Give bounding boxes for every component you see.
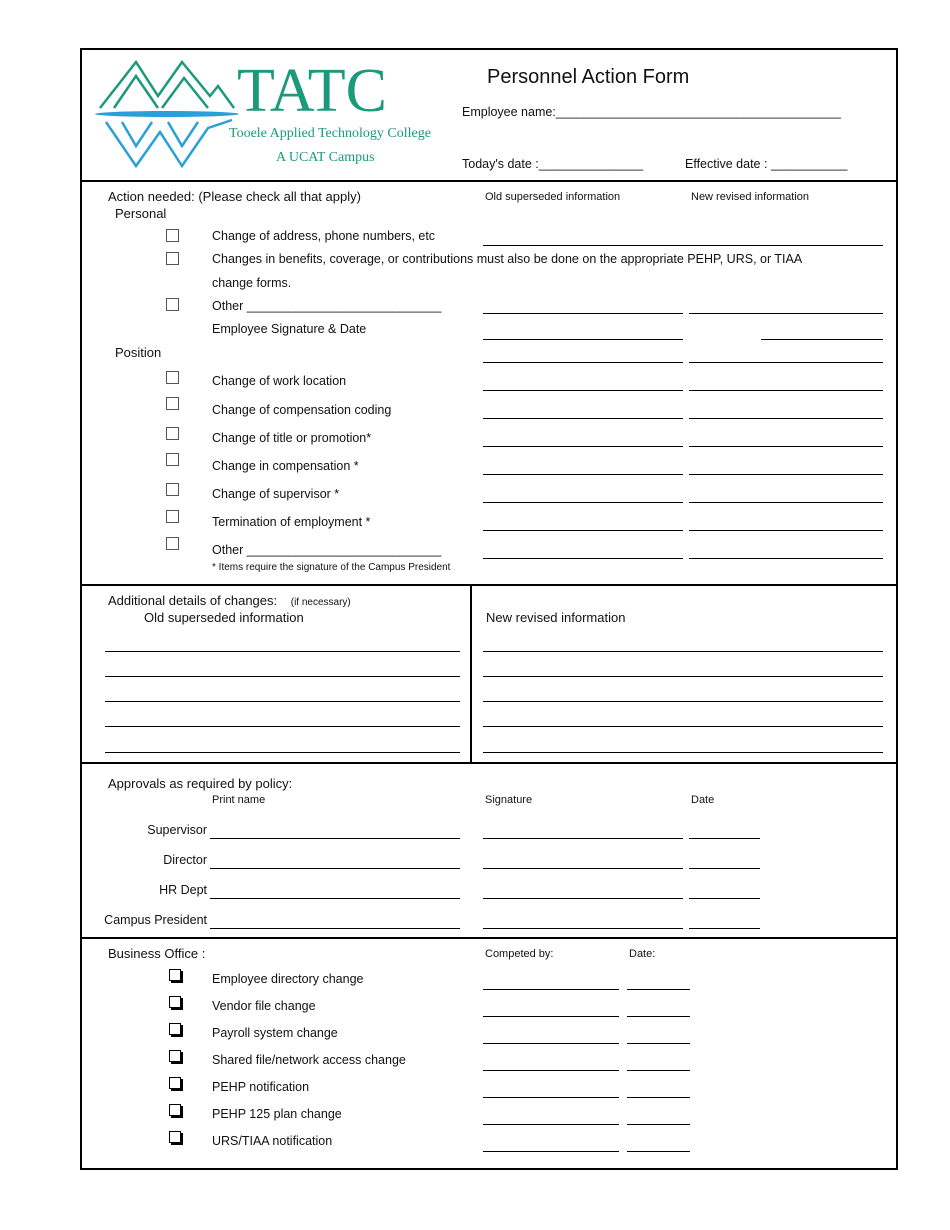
- fill-in-line[interactable]: [761, 339, 883, 340]
- fill-in-line[interactable]: [105, 676, 460, 677]
- business-item: Vendor file change: [212, 999, 316, 1013]
- employee-name-field[interactable]: [462, 105, 841, 119]
- position-item: Change of compensation coding: [212, 403, 392, 417]
- footnote: * Items require the signature of the Campus President: [212, 562, 451, 573]
- business-item: URS/TIAA notification: [212, 1134, 333, 1148]
- fill-in-line[interactable]: [210, 928, 460, 929]
- column-divider: [470, 585, 472, 763]
- position-item: Change of work location: [212, 374, 347, 388]
- fill-in-line[interactable]: [483, 530, 683, 531]
- form-border: [80, 48, 898, 1170]
- fill-in-line[interactable]: [483, 362, 683, 363]
- checkbox[interactable]: [169, 1050, 181, 1062]
- fill-in-line[interactable]: [689, 313, 883, 314]
- business-date-label: Date:: [629, 948, 656, 960]
- fill-in-line[interactable]: [689, 390, 883, 391]
- fill-in-line[interactable]: [689, 502, 883, 503]
- checkbox[interactable]: [169, 1131, 181, 1143]
- employee-name-blank[interactable]: _________________________________________: [555, 105, 841, 119]
- business-item: PEHP 125 plan change: [212, 1107, 342, 1121]
- fill-in-line[interactable]: [105, 651, 460, 652]
- checkbox[interactable]: [166, 427, 179, 440]
- checkbox[interactable]: [169, 1104, 181, 1116]
- todays-date-field[interactable]: [462, 157, 643, 171]
- position-item: Termination of employment *: [212, 515, 371, 529]
- fill-in-line[interactable]: [483, 418, 683, 419]
- business-item: Shared file/network access change: [212, 1053, 406, 1067]
- divider: [80, 937, 898, 939]
- fill-in-line[interactable]: [483, 558, 683, 559]
- personal-item: Change of address, phone numbers, etc: [212, 229, 436, 243]
- approvals-heading: Approvals as required by policy:: [108, 776, 293, 791]
- fill-in-line[interactable]: [483, 390, 683, 391]
- fill-in-line[interactable]: [483, 1151, 619, 1152]
- position-item: Change in compensation *: [212, 459, 359, 473]
- details-heading-text: Additional details of changes:: [108, 593, 278, 608]
- fill-in-line[interactable]: [483, 1124, 619, 1125]
- completed-by-label: Competed by:: [485, 948, 554, 960]
- fill-in-line[interactable]: [689, 474, 883, 475]
- fill-in-line[interactable]: [689, 558, 883, 559]
- fill-in-line[interactable]: [627, 1097, 690, 1098]
- fill-in-line[interactable]: [627, 1124, 690, 1125]
- fill-in-line[interactable]: [483, 989, 619, 990]
- todays-date-label: Today's date :: [462, 157, 539, 171]
- todays-date-blank[interactable]: _______________: [538, 157, 644, 171]
- checkbox[interactable]: [169, 996, 181, 1008]
- effective-date-field[interactable]: [685, 157, 847, 171]
- fill-in-line[interactable]: [210, 898, 460, 899]
- divider: [80, 180, 898, 182]
- details-heading: [108, 593, 351, 608]
- business-item: PEHP notification: [212, 1080, 310, 1094]
- fill-in-line[interactable]: [483, 1070, 619, 1071]
- fill-in-line[interactable]: [689, 898, 760, 899]
- fill-in-line[interactable]: [483, 868, 683, 869]
- divider: [80, 584, 898, 586]
- checkbox[interactable]: [166, 371, 179, 384]
- date-label: Date: [691, 794, 715, 806]
- fill-in-line[interactable]: [483, 1043, 619, 1044]
- fill-in-line[interactable]: [483, 313, 683, 314]
- logo-tagline: A UCAT Campus: [276, 150, 375, 165]
- effective-date-label: Effective date :: [685, 157, 768, 171]
- approval-role-label: HR Dept: [159, 883, 207, 897]
- checkbox[interactable]: [166, 298, 179, 311]
- details-new-label: New revised information: [486, 610, 626, 625]
- checkbox[interactable]: [166, 537, 179, 550]
- checkbox[interactable]: [169, 1077, 181, 1089]
- employee-signature-label: Employee Signature & Date: [212, 322, 367, 336]
- business-item: Employee directory change: [212, 972, 364, 986]
- page-title: Personnel Action Form: [487, 66, 690, 88]
- approval-role-label: Supervisor: [147, 823, 207, 837]
- print-name-label: Print name: [212, 794, 266, 806]
- new-column-label: New revised information: [691, 191, 809, 203]
- fill-in-line[interactable]: [689, 446, 883, 447]
- personal-label: Personal: [115, 206, 167, 221]
- position-label: Position: [115, 345, 162, 360]
- logo-subtitle: Tooele Applied Technology College: [229, 126, 431, 141]
- checkbox[interactable]: [166, 453, 179, 466]
- fill-in-line[interactable]: [483, 245, 883, 246]
- fill-in-line[interactable]: [483, 502, 683, 503]
- approval-role-label: Director: [163, 853, 207, 867]
- checkbox[interactable]: [166, 510, 179, 523]
- fill-in-line[interactable]: [483, 474, 683, 475]
- details-note: (if necessary): [290, 597, 351, 608]
- fill-in-line[interactable]: [689, 928, 760, 929]
- checkbox[interactable]: [169, 969, 181, 981]
- fill-in-line[interactable]: [627, 1016, 690, 1017]
- fill-in-line[interactable]: [483, 651, 883, 652]
- business-heading: Business Office :: [108, 946, 206, 961]
- fill-in-line[interactable]: [483, 701, 883, 702]
- fill-in-line[interactable]: [689, 838, 760, 839]
- fill-in-line[interactable]: [105, 726, 460, 727]
- fill-in-line[interactable]: [689, 868, 760, 869]
- fill-in-line[interactable]: [483, 928, 683, 929]
- fill-in-line[interactable]: [483, 898, 683, 899]
- checkbox[interactable]: [169, 1023, 181, 1035]
- fill-in-line[interactable]: [627, 1043, 690, 1044]
- checkbox[interactable]: [166, 483, 179, 496]
- logo-name: TATC: [237, 57, 388, 125]
- fill-in-line[interactable]: [483, 446, 683, 447]
- fill-in-line[interactable]: [627, 989, 690, 990]
- personal-item-cont: change forms.: [212, 276, 292, 290]
- fill-in-line[interactable]: [483, 752, 883, 753]
- fill-in-line[interactable]: [483, 838, 683, 839]
- personal-item-other[interactable]: Other ____________________________: [212, 299, 442, 313]
- fill-in-line[interactable]: [627, 1070, 690, 1071]
- fill-in-line[interactable]: [210, 838, 460, 839]
- fill-in-line[interactable]: [105, 752, 460, 753]
- employee-name-label: Employee name:: [462, 105, 556, 119]
- checkbox[interactable]: [166, 252, 179, 265]
- approval-role-label: Campus President: [104, 913, 207, 927]
- business-item: Payroll system change: [212, 1026, 338, 1040]
- fill-in-line[interactable]: [483, 339, 683, 340]
- checkbox[interactable]: [166, 229, 179, 242]
- old-column-label: Old superseded information: [485, 191, 621, 203]
- tatc-logo: [92, 56, 431, 174]
- fill-in-line[interactable]: [210, 868, 460, 869]
- action-heading: Action needed: (Please check all that apply): [108, 189, 361, 204]
- checkbox[interactable]: [166, 397, 179, 410]
- fill-in-line[interactable]: [483, 1016, 619, 1017]
- effective-date-blank[interactable]: ___________: [770, 157, 848, 171]
- details-old-label: Old superseded information: [144, 610, 304, 625]
- personal-item: Changes in benefits, coverage, or contributions must also be done on the appropriate PEHP, URS, or TIAA: [212, 252, 803, 266]
- fill-in-line[interactable]: [105, 701, 460, 702]
- fill-in-line[interactable]: [483, 676, 883, 677]
- position-item: Other ____________________________: [212, 543, 442, 557]
- fill-in-line[interactable]: [483, 726, 883, 727]
- signature-label: Signature: [485, 794, 533, 806]
- fill-in-line[interactable]: [689, 362, 883, 363]
- position-item: Change of supervisor *: [212, 487, 340, 501]
- fill-in-line[interactable]: [689, 418, 883, 419]
- fill-in-line[interactable]: [483, 1097, 619, 1098]
- position-item: Change of title or promotion*: [212, 431, 372, 445]
- fill-in-line[interactable]: [689, 530, 883, 531]
- mountains-logo-icon: [92, 56, 242, 174]
- fill-in-line[interactable]: [627, 1151, 690, 1152]
- divider: [80, 762, 898, 764]
